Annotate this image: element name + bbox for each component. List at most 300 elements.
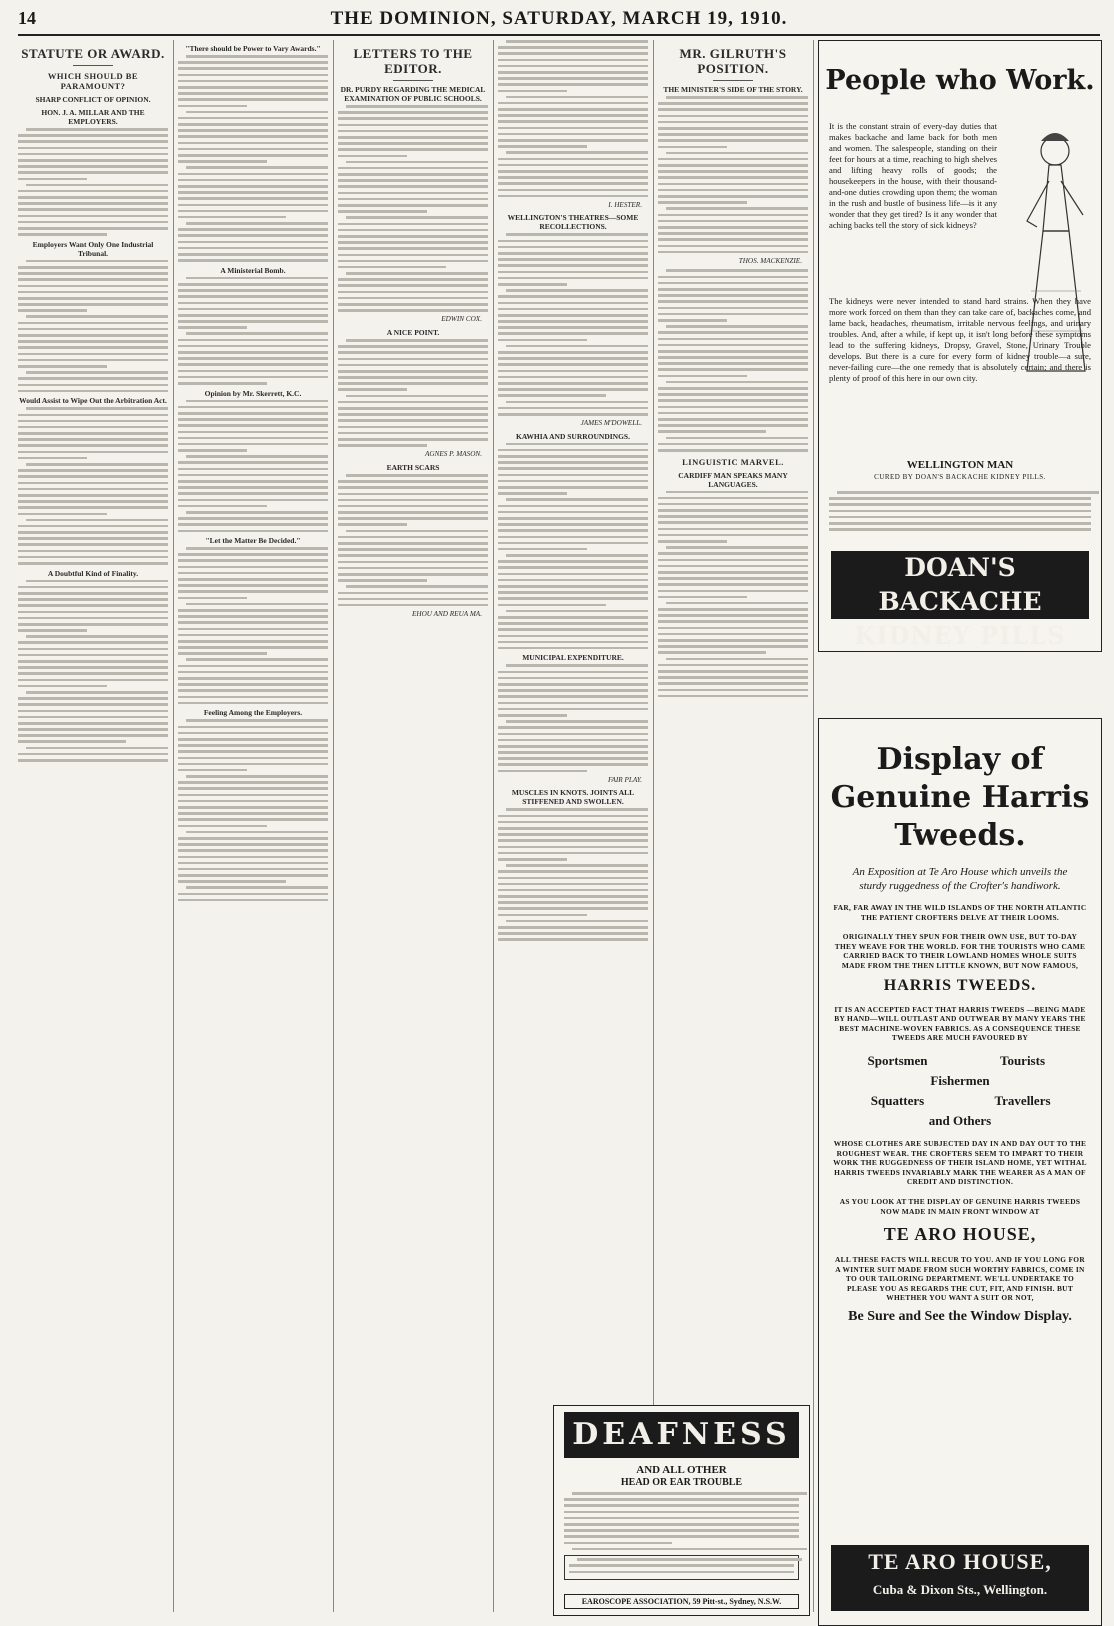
text-line-placeholder <box>658 276 808 279</box>
customer-squatters: Squatters <box>870 1092 925 1108</box>
letter-heading-theatres: WELLINGTON'S THEATRES—SOME RECOLLECTIONS. <box>507 213 639 232</box>
subhead-finality: A Doubtful Kind of Finality. <box>47 568 139 578</box>
text-line-placeholder <box>498 926 648 929</box>
text-line-placeholder <box>498 357 648 360</box>
text-line-placeholder <box>658 645 808 648</box>
article-body <box>178 547 328 704</box>
text-line-placeholder <box>658 387 808 390</box>
text-line-placeholder <box>186 55 328 58</box>
text-line-placeholder <box>658 331 808 334</box>
text-line-placeholder <box>498 46 648 49</box>
text-line-placeholder <box>658 393 808 396</box>
text-line-placeholder <box>178 74 328 77</box>
text-line-placeholder <box>498 467 648 470</box>
text-line-placeholder <box>178 787 328 790</box>
text-line-placeholder <box>498 548 587 551</box>
text-line-placeholder <box>338 358 488 361</box>
text-line-placeholder <box>178 899 328 902</box>
article-body <box>178 719 328 901</box>
text-line-placeholder <box>498 283 567 286</box>
text-line-placeholder <box>178 597 247 600</box>
text-line-placeholder <box>498 394 606 397</box>
text-line-placeholder <box>178 241 328 244</box>
text-line-placeholder <box>18 432 168 435</box>
text-line-placeholder <box>178 185 328 188</box>
text-line-placeholder <box>178 412 328 415</box>
text-line-placeholder <box>658 158 808 161</box>
text-line-placeholder <box>346 530 488 533</box>
text-line-placeholder <box>346 339 488 342</box>
text-line-placeholder <box>178 253 328 256</box>
text-line-placeholder <box>178 259 328 262</box>
text-line-placeholder <box>178 806 328 809</box>
text-line-placeholder <box>498 52 648 55</box>
text-line-placeholder <box>498 635 648 638</box>
letter-signature: EHOU AND REUA MA. <box>411 610 482 619</box>
text-line-placeholder <box>178 437 328 440</box>
text-line-placeholder <box>338 542 488 545</box>
text-line-placeholder <box>658 350 808 353</box>
text-line-placeholder <box>498 511 648 514</box>
text-line-placeholder <box>658 424 808 427</box>
text-line-placeholder <box>18 322 168 325</box>
text-line-placeholder <box>498 90 567 93</box>
text-line-placeholder <box>178 566 328 569</box>
text-line-placeholder <box>338 229 488 232</box>
text-line-placeholder <box>18 641 168 644</box>
text-line-placeholder <box>498 145 587 148</box>
text-line-placeholder <box>178 486 328 489</box>
text-line-placeholder <box>18 285 168 288</box>
text-line-placeholder <box>18 734 168 737</box>
text-line-placeholder <box>338 579 427 582</box>
text-line-placeholder <box>178 849 328 852</box>
letter-body <box>498 233 648 415</box>
text-line-placeholder <box>498 120 648 123</box>
text-line-placeholder <box>498 870 648 873</box>
text-line-placeholder <box>658 633 808 636</box>
text-line-placeholder <box>569 1564 794 1567</box>
text-line-placeholder <box>658 412 808 415</box>
text-line-placeholder <box>338 297 488 300</box>
advert-testimonial <box>829 491 1091 534</box>
page-columns <box>18 40 1100 1612</box>
text-line-placeholder <box>658 300 808 303</box>
masthead <box>18 8 1100 36</box>
text-line-placeholder <box>498 339 587 342</box>
advert-text-spun: ORIGINALLY THEY SPUN FOR THEIR OWN USE, BUT TO-DAY THEY WEAVE FOR THE WORLD. FOR THE TOURISTS WHO CAME CARRIED BACK TO THEIR LOWLAND HOMES WHOLE SUITS MADE FROM THE THEN LITTLE KNOWN, BUT NOW FAMOUS, <box>834 932 1086 970</box>
text-line-placeholder <box>18 190 168 193</box>
text-line-placeholder <box>658 238 808 241</box>
text-line-placeholder <box>178 129 328 132</box>
text-line-placeholder <box>178 584 328 587</box>
divider <box>73 65 113 66</box>
text-line-placeholder <box>18 457 87 460</box>
text-line-placeholder <box>658 183 808 186</box>
text-line-placeholder <box>18 221 168 224</box>
text-line-placeholder <box>338 511 488 514</box>
text-line-placeholder <box>178 376 328 379</box>
letter-heading-nice-point: A NICE POINT. <box>386 327 440 337</box>
page-number: 14 <box>18 8 36 28</box>
text-line-placeholder <box>338 382 488 385</box>
text-line-placeholder <box>346 161 488 164</box>
text-line-placeholder <box>338 204 488 207</box>
text-line-placeholder <box>18 377 168 380</box>
text-line-placeholder <box>658 509 808 512</box>
text-line-placeholder <box>666 96 808 99</box>
text-line-placeholder <box>498 647 648 650</box>
text-line-placeholder <box>178 492 328 495</box>
text-line-placeholder <box>18 716 168 719</box>
text-line-placeholder <box>564 1535 799 1538</box>
text-line-placeholder <box>658 214 808 217</box>
text-line-placeholder <box>178 578 328 581</box>
text-line-placeholder <box>498 858 567 861</box>
text-line-placeholder <box>178 825 267 828</box>
letter-body <box>338 474 488 607</box>
text-line-placeholder <box>506 151 648 154</box>
text-line-placeholder <box>18 438 168 441</box>
text-line-placeholder <box>178 61 328 64</box>
text-line-placeholder <box>18 592 168 595</box>
text-line-placeholder <box>338 167 488 170</box>
text-line-placeholder <box>506 401 648 404</box>
text-line-placeholder <box>506 233 648 236</box>
text-line-placeholder <box>338 179 488 182</box>
text-line-placeholder <box>186 166 328 169</box>
te-aro-house-name: TE ARO HOUSE, <box>868 1549 1052 1574</box>
text-line-placeholder <box>186 511 328 514</box>
text-line-placeholder <box>498 461 648 464</box>
text-line-placeholder <box>564 1498 799 1501</box>
text-line-placeholder <box>18 531 168 534</box>
text-line-placeholder <box>186 658 328 661</box>
text-line-placeholder <box>658 121 808 124</box>
text-line-placeholder <box>658 375 747 378</box>
text-line-placeholder <box>18 328 168 331</box>
text-line-placeholder <box>18 543 168 546</box>
text-line-placeholder <box>346 395 488 398</box>
text-line-placeholder <box>338 210 427 213</box>
text-line-placeholder <box>498 176 648 179</box>
text-line-placeholder <box>338 223 488 226</box>
text-line-placeholder <box>506 720 648 723</box>
subhead-decided: "Let the Matter Be Decided." <box>205 536 301 546</box>
text-line-placeholder <box>498 77 648 80</box>
text-line-placeholder <box>506 498 648 501</box>
text-line-placeholder <box>178 677 328 680</box>
customer-travellers: Travellers <box>994 1092 1051 1108</box>
text-line-placeholder <box>658 515 808 518</box>
text-line-placeholder <box>178 204 328 207</box>
text-line-placeholder <box>666 325 808 328</box>
text-line-placeholder <box>18 469 168 472</box>
column-rule <box>493 40 494 1612</box>
text-line-placeholder <box>18 550 168 553</box>
letter-body <box>498 808 648 941</box>
text-line-placeholder <box>18 291 168 294</box>
text-line-placeholder <box>178 320 328 323</box>
text-line-placeholder <box>498 127 648 130</box>
text-line-placeholder <box>658 596 747 599</box>
text-line-placeholder <box>18 648 168 651</box>
text-line-placeholder <box>506 920 648 923</box>
text-line-placeholder <box>498 505 648 508</box>
text-line-placeholder <box>666 269 808 272</box>
text-line-placeholder <box>338 284 488 287</box>
text-line-placeholder <box>498 815 648 818</box>
text-line-placeholder <box>658 220 808 223</box>
text-line-placeholder <box>186 332 328 335</box>
text-line-placeholder <box>178 523 328 526</box>
advert-store-name: TE ARO HOUSE, <box>883 1224 1037 1245</box>
text-line-placeholder <box>178 665 328 668</box>
article-body <box>658 269 808 451</box>
text-line-placeholder <box>178 812 328 815</box>
text-line-placeholder <box>178 289 328 292</box>
text-line-placeholder <box>178 86 328 89</box>
letter-signature: EDWIN COX. <box>441 315 482 324</box>
text-line-placeholder <box>338 345 488 348</box>
text-line-placeholder <box>658 540 727 543</box>
text-line-placeholder <box>338 142 488 145</box>
text-line-placeholder <box>338 388 407 391</box>
text-line-placeholder <box>178 517 328 520</box>
text-line-placeholder <box>506 808 648 811</box>
text-line-placeholder <box>18 537 168 540</box>
text-line-placeholder <box>186 277 328 280</box>
column-rule <box>653 40 654 1612</box>
subhead-tribunal: Employers Want Only One Industrial Tribunal. <box>32 239 154 258</box>
article-body <box>18 128 168 236</box>
text-line-placeholder <box>18 414 168 417</box>
text-line-placeholder <box>498 628 648 631</box>
text-line-placeholder <box>178 800 328 803</box>
text-line-placeholder <box>178 646 328 649</box>
text-line-placeholder <box>186 831 328 834</box>
text-line-placeholder <box>18 586 168 589</box>
text-line-placeholder <box>18 278 168 281</box>
text-line-placeholder <box>658 664 808 667</box>
text-line-placeholder <box>498 302 648 305</box>
text-line-placeholder <box>658 676 808 679</box>
text-line-placeholder <box>18 482 168 485</box>
text-line-placeholder <box>658 503 808 506</box>
text-line-placeholder <box>658 115 808 118</box>
text-line-placeholder <box>338 303 488 306</box>
text-line-placeholder <box>178 843 328 846</box>
customer-tourists: Tourists <box>999 1052 1046 1068</box>
text-line-placeholder <box>498 480 648 483</box>
text-line-placeholder <box>498 751 648 754</box>
text-line-placeholder <box>658 689 808 692</box>
text-line-placeholder <box>18 525 168 528</box>
text-line-placeholder <box>178 148 328 151</box>
text-line-placeholder <box>338 505 488 508</box>
text-line-placeholder <box>18 562 168 565</box>
text-line-placeholder <box>338 444 427 447</box>
text-line-placeholder <box>178 173 328 176</box>
advert-exposition: An Exposition at Te Aro House which unveils the sturdy ruggedness of the Crofter's handiwork. <box>852 866 1068 892</box>
text-line-placeholder <box>18 500 168 503</box>
text-line-placeholder <box>498 102 648 105</box>
text-line-placeholder <box>18 303 168 306</box>
text-line-placeholder <box>658 319 727 322</box>
text-line-placeholder <box>346 474 488 477</box>
text-line-placeholder <box>178 302 328 305</box>
text-line-placeholder <box>498 566 648 569</box>
text-line-placeholder <box>666 207 808 210</box>
subhead-cardiff: CARDIFF MAN SPEAKS MANY LANGUAGES. <box>678 470 788 489</box>
advert-deafness <box>553 1405 810 1616</box>
text-line-placeholder <box>18 740 126 743</box>
text-line-placeholder <box>186 400 328 403</box>
text-line-placeholder <box>338 117 488 120</box>
text-line-placeholder <box>18 623 168 626</box>
text-line-placeholder <box>178 326 247 329</box>
text-line-placeholder <box>18 710 168 713</box>
article-body <box>18 407 168 564</box>
text-line-placeholder <box>18 556 168 559</box>
text-line-placeholder <box>18 266 168 269</box>
text-line-placeholder <box>338 130 488 133</box>
headline-letters: LETTERS TO THE EDITOR. <box>353 46 473 76</box>
text-line-placeholder <box>178 370 328 373</box>
text-line-placeholder <box>666 658 808 661</box>
text-line-placeholder <box>18 598 168 601</box>
text-line-placeholder <box>658 620 808 623</box>
text-line-placeholder <box>178 744 328 747</box>
text-line-placeholder <box>658 189 808 192</box>
text-line-placeholder <box>18 272 168 275</box>
text-line-placeholder <box>498 591 648 594</box>
subhead-skerrett: Opinion by Mr. Skerrett, K.C. <box>204 388 302 398</box>
text-line-placeholder <box>506 664 648 667</box>
advert-text-tailoring: ALL THESE FACTS WILL RECUR TO YOU. AND IF YOU LONG FOR A WINTER SUIT MADE FROM SUCH WORTHY FABRICS, COME IN TO OUR TAILORING DEPARTMENT. WE'LL UNDERTAKE TO PLEASE YOU AS REGARDS THE CUT, FIT, AND FINISH. BUT WHETHER YOU WANT A SUIT OR NOT, <box>834 1255 1085 1303</box>
customer-sportsmen: Sportsmen <box>867 1052 928 1068</box>
text-line-placeholder <box>498 932 648 935</box>
text-line-placeholder <box>572 1492 807 1495</box>
advert-body-text <box>564 1492 799 1550</box>
text-line-placeholder <box>658 534 808 537</box>
text-line-placeholder <box>498 641 648 644</box>
text-line-placeholder <box>338 413 488 416</box>
text-line-placeholder <box>572 1548 807 1551</box>
headline-linguistic: LINGUISTIC MARVEL. <box>682 456 784 467</box>
advert-title: People who Work. <box>825 65 1095 96</box>
text-line-placeholder <box>498 770 587 773</box>
text-line-placeholder <box>178 357 328 360</box>
text-line-placeholder <box>506 864 648 867</box>
text-line-placeholder <box>18 697 168 700</box>
text-line-placeholder <box>178 683 328 686</box>
text-line-placeholder <box>498 376 648 379</box>
column-letters-cont <box>498 40 648 1612</box>
text-line-placeholder <box>18 617 168 620</box>
text-line-placeholder <box>658 288 808 291</box>
text-line-placeholder <box>498 264 648 267</box>
text-line-placeholder <box>498 689 648 692</box>
text-line-placeholder <box>498 757 648 760</box>
text-line-placeholder <box>18 654 168 657</box>
text-line-placeholder <box>498 133 648 136</box>
text-line-placeholder <box>338 536 488 539</box>
text-line-placeholder <box>26 580 168 583</box>
text-line-placeholder <box>186 455 328 458</box>
text-line-placeholder <box>564 1529 799 1532</box>
text-line-placeholder <box>338 266 446 269</box>
divider <box>393 80 433 81</box>
doans-logo-top: DOAN'S BACKACHE <box>878 553 1042 616</box>
customer-fishermen: Fishermen <box>930 1072 990 1088</box>
subhead-employers-feeling: Feeling Among the Employers. <box>203 708 303 718</box>
text-line-placeholder <box>498 65 648 68</box>
text-line-placeholder <box>498 363 648 366</box>
text-line-placeholder <box>666 437 808 440</box>
text-line-placeholder <box>178 197 328 200</box>
text-line-placeholder <box>658 571 808 574</box>
advert-genuine-harris: Genuine Harris <box>830 780 1090 815</box>
text-line-placeholder <box>498 616 648 619</box>
text-line-placeholder <box>178 406 328 409</box>
text-line-placeholder <box>338 426 488 429</box>
text-line-placeholder <box>18 722 168 725</box>
text-line-placeholder <box>506 40 648 43</box>
text-line-placeholder <box>18 134 168 137</box>
text-line-placeholder <box>26 747 168 750</box>
text-line-placeholder <box>178 424 328 427</box>
text-line-placeholder <box>178 769 247 772</box>
text-line-placeholder <box>577 1558 802 1561</box>
text-line-placeholder <box>498 695 648 698</box>
article-body <box>18 260 168 393</box>
text-line-placeholder <box>178 351 328 354</box>
text-line-placeholder <box>178 689 328 692</box>
letter-body <box>338 339 488 447</box>
text-line-placeholder <box>178 123 328 126</box>
text-line-placeholder <box>338 376 488 379</box>
text-line-placeholder <box>498 560 648 563</box>
text-line-placeholder <box>829 497 1091 500</box>
text-line-placeholder <box>178 868 328 871</box>
text-line-placeholder <box>178 856 328 859</box>
text-line-placeholder <box>658 559 808 562</box>
text-line-placeholder <box>178 210 328 213</box>
text-line-placeholder <box>18 494 168 497</box>
text-line-placeholder <box>498 708 648 711</box>
text-line-placeholder <box>338 364 488 367</box>
text-line-placeholder <box>338 438 488 441</box>
text-line-placeholder <box>18 390 168 393</box>
advert-heading-muscles: MUSCLES IN KNOTS. JOINTS ALL STIFFENED AND SWOLLEN. <box>511 788 635 807</box>
text-line-placeholder <box>178 191 328 194</box>
text-line-placeholder <box>498 726 648 729</box>
text-line-placeholder <box>658 565 808 568</box>
text-line-placeholder <box>658 614 808 617</box>
te-aro-house-logo <box>831 1545 1089 1611</box>
text-line-placeholder <box>498 542 648 545</box>
text-line-placeholder <box>338 517 488 520</box>
text-line-placeholder <box>658 449 808 452</box>
text-line-placeholder <box>178 696 328 699</box>
text-line-placeholder <box>564 1511 799 1514</box>
text-line-placeholder <box>658 639 808 642</box>
advert-text-display-window: AS YOU LOOK AT THE DISPLAY OF GENUINE HARRIS TWEEDS NOW MADE IN MAIN FRONT WINDOW AT <box>839 1196 1081 1216</box>
advert-association-address: EAROSCOPE ASSOCIATION, 59 Pitt-st., Sydney, N.S.W. <box>564 1594 799 1609</box>
deck-conflict: SHARP CONFLICT OF OPINION. <box>35 95 151 104</box>
text-line-placeholder <box>658 528 808 531</box>
